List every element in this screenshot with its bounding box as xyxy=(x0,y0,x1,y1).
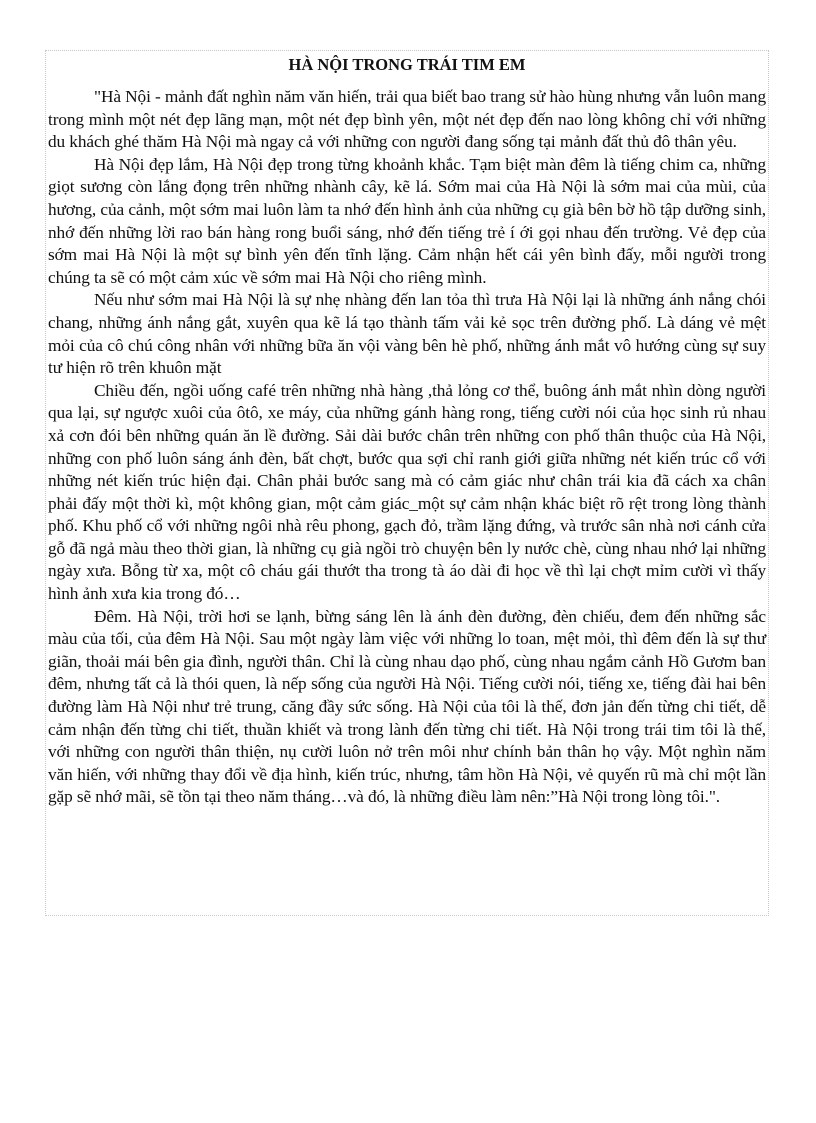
document-title: HÀ NỘI TRONG TRÁI TIM EM xyxy=(288,55,526,74)
paragraph-noon: Nếu như sớm mai Hà Nội là sự nhẹ nhàng đến lan tỏa thì trưa Hà Nội lại là những ánh nắng chói chang, những ánh nắng gắt, xuyên qua kẽ lá tạo thành tấm vải kẻ sọc trên đường phố. Là dáng vẻ mệt mỏi của cô chú công nhân với những bữa ăn vội vàng bên hè phố, những ánh mắt vô hướng cùng sự suy tư hiện rõ trên khuôn mặt xyxy=(48,290,766,378)
paragraph-night: Đêm. Hà Nội, trời hơi se lạnh, bừng sáng lên là ánh đèn đường, đèn chiếu, đem đến những sắc màu của tối, của đêm Hà Nội. Sau một ngày làm việc với những lo toan, mệt mỏi, thì đêm đến là sự thư giãn, thoải mái bên gia đình, người thân. Chỉ là cùng nhau dạo phố, cùng nhau ngắm cảnh Hồ Gươm ban đêm, nhưng tất cả là thói quen, là nếp sống của người Hà Nội. Tiếng cười nói, tiếng xe, tiếng đài hai bên đường làm Hà Nội như trẻ trung, căng đầy sức sống. Hà Nội của tôi là thế, đơn jản đến từng chi tiết, dễ cảm nhận đến từng chi tiết, thuần khiết và trong lành đến từng chi tiết. Hà Nội trong trái tim tôi là thế, với những con người thân thiện, nụ cười luôn nở trên môi như chính bản thân họ vậy. Một nghìn năm văn hiến, với những thay đổi về địa hình, kiến trúc, nhưng, tâm hồn Hà Nội, vẻ quyến rũ mà chỉ một lần gặp sẽ nhớ mãi, sẽ tồn tại theo năm tháng…và đó, là những điều làm nên:”Hà Nội trong lòng tôi.". xyxy=(48,606,766,807)
paragraph-intro: "Hà Nội - mảnh đất nghìn năm văn hiến, trải qua biết bao trang sử hào hùng nhưng vẫn luôn mang trong mình một nét đẹp lãng mạn, một nét đẹp bình yên, một nét đẹp đến nao lòng không chỉ với những du khách ghé thăm Hà Nội mà ngay cả với những con người đang sống tại mảnh đất thủ đô thân yêu. xyxy=(48,87,766,152)
paragraph-afternoon: Chiều đến, ngồi uống café trên những nhà hàng ,thả lỏng cơ thể, buông ánh mắt nhìn dòng người qua lại, sự ngược xuôi của ôtô, xe máy, của những gánh hàng rong, tiếng cười nói của học sinh rủ nhau xả cơn đói bên những quán ăn lề đường. Sải dài bước chân trên những con phố thân thuộc của Hà Nội, những con phố luôn sáng ánh đèn, bất chợt, bước qua sợi chỉ ranh giới giữa những nét kiến trúc cổ với những nét kiến trúc hiện đại. Chân phải bước sang mà có cảm giác như chân trái kia đã cách xa chân phải đấy một thời kì, một không gian, một cảm giác_một sự cảm nhận khác biệt rõ rệt trong lòng thành phố. Khu phố cổ với những ngôi nhà rêu phong, gạch đỏ, trầm lặng đứng, và trước sân nhà nơi cánh cửa gỗ đã ngả màu theo thời gian, là những cụ già ngồi trò chuyện bên ly nước chè, cùng nhau nhớ lại những ngày xưa. Bỗng từ xa, một cô cháu gái thướt tha trong tà áo dài đi học về thì lại chợt mỉm cười vì thấy hình ảnh xưa kia trong đó… xyxy=(48,380,766,604)
paragraph-morning: Hà Nội đẹp lắm, Hà Nội đẹp trong từng khoảnh khắc. Tạm biệt màn đêm là tiếng chim ca, những giọt sương còn lắng đọng trên những nhành cây, kẽ lá. Sớm mai của Hà Nội là sớm mai của mùi, của hương, của cảnh, một sớm mai luôn làm ta nhớ đến hình ảnh của những cụ già bên bờ hồ tập dưỡng sinh, nhớ đến những lời rao bán hàng rong buổi sáng, nhớ đến tiếng trẻ í ới gọi nhau đến trường. Vẻ đẹp của sớm mai Hà Nội là một sự bình yên đến tĩnh lặng. Cảm nhận hết cái yên bình đấy, mỗi người trong chúng ta sẽ có một cảm xúc về sớm mai Hà Nội cho riêng mình. xyxy=(48,154,766,287)
document-body xyxy=(48,54,766,809)
